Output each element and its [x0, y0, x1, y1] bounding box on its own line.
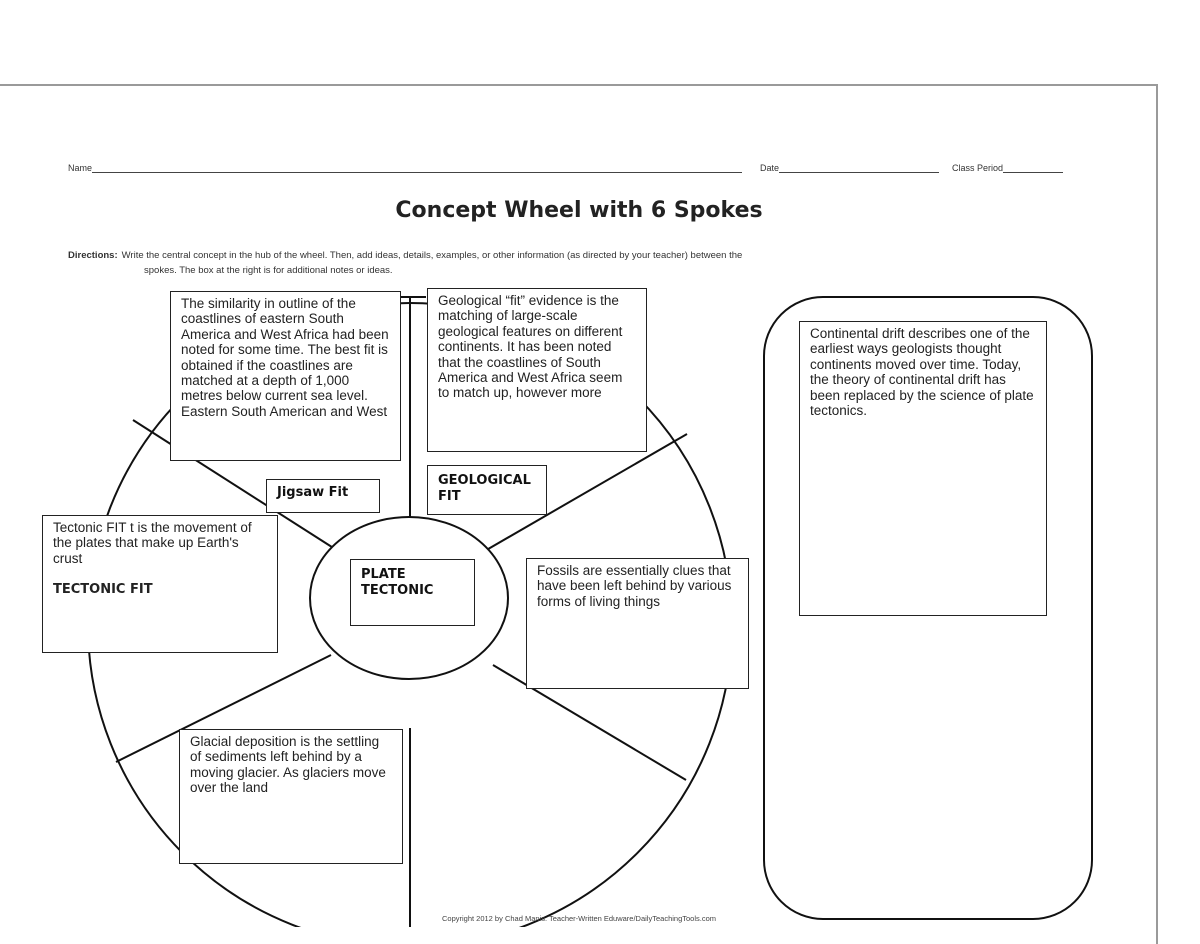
tectonic-fit-textbox[interactable] [42, 515, 278, 653]
tectonic-fit-label: TECTONIC FIT [53, 582, 153, 598]
notes-text: Continental drift describes one of the earliest ways geologists thought continents moved over time. Today, the theory of continental drift has been replaced by the science of plate tectonics. [810, 326, 1034, 419]
fossils-textbox[interactable] [526, 558, 749, 689]
copyright: Copyright 2012 by Chad Manis. Teacher-Written Eduware/DailyTeachingTools.com [441, 914, 717, 923]
jigsaw-fit-label: Jigsaw Fit [266, 479, 380, 513]
page-title: Concept Wheel with 6 Spokes [395, 198, 763, 223]
geological-fit-textbox[interactable] [427, 288, 647, 452]
fossils-text: Fossils are essentially clues that have been left behind by various forms of living things [537, 563, 732, 609]
tectonic-fit-text: Tectonic FIT t is the movement of the plates that make up Earth's crust [53, 520, 252, 566]
geological-fit-text: Geological “fit” evidence is the matching of large-scale geological features on different continents. It has been noted that the coastlines of South America and West Africa seem to match up, however more [438, 293, 623, 401]
glacial-deposition-textbox[interactable] [179, 729, 403, 864]
directions-line-2: spokes. The box at the right is for additional notes or ideas. [144, 265, 393, 276]
class-period-label: Class Period [952, 163, 1004, 173]
directions-line-1: Write the central concept in the hub of the wheel. Then, add ideas, details, examples, or other information (as directed by your teacher) between the [121, 250, 743, 261]
date-label: Date [760, 163, 780, 173]
hub-label[interactable]: PLATE TECTONIC [350, 559, 475, 626]
directions-label: Directions: [68, 250, 118, 261]
glacial-deposition-text: Glacial deposition is the settling of sediments left behind by a moving glacier. As glaciers move over the land [190, 734, 386, 796]
jigsaw-fit-text: The similarity in outline of the coastlines of eastern South America and West Africa had been noted for some time. The best fit is obtained if the coastlines are matched at a depth of 1,000 metres below current sea level. Eastern South American and West [181, 296, 389, 419]
jigsaw-fit-textbox[interactable] [170, 291, 401, 461]
notes-textbox[interactable] [799, 321, 1047, 616]
geological-fit-label: GEOLOGICAL FIT [427, 465, 547, 515]
name-label: Name [68, 163, 93, 173]
